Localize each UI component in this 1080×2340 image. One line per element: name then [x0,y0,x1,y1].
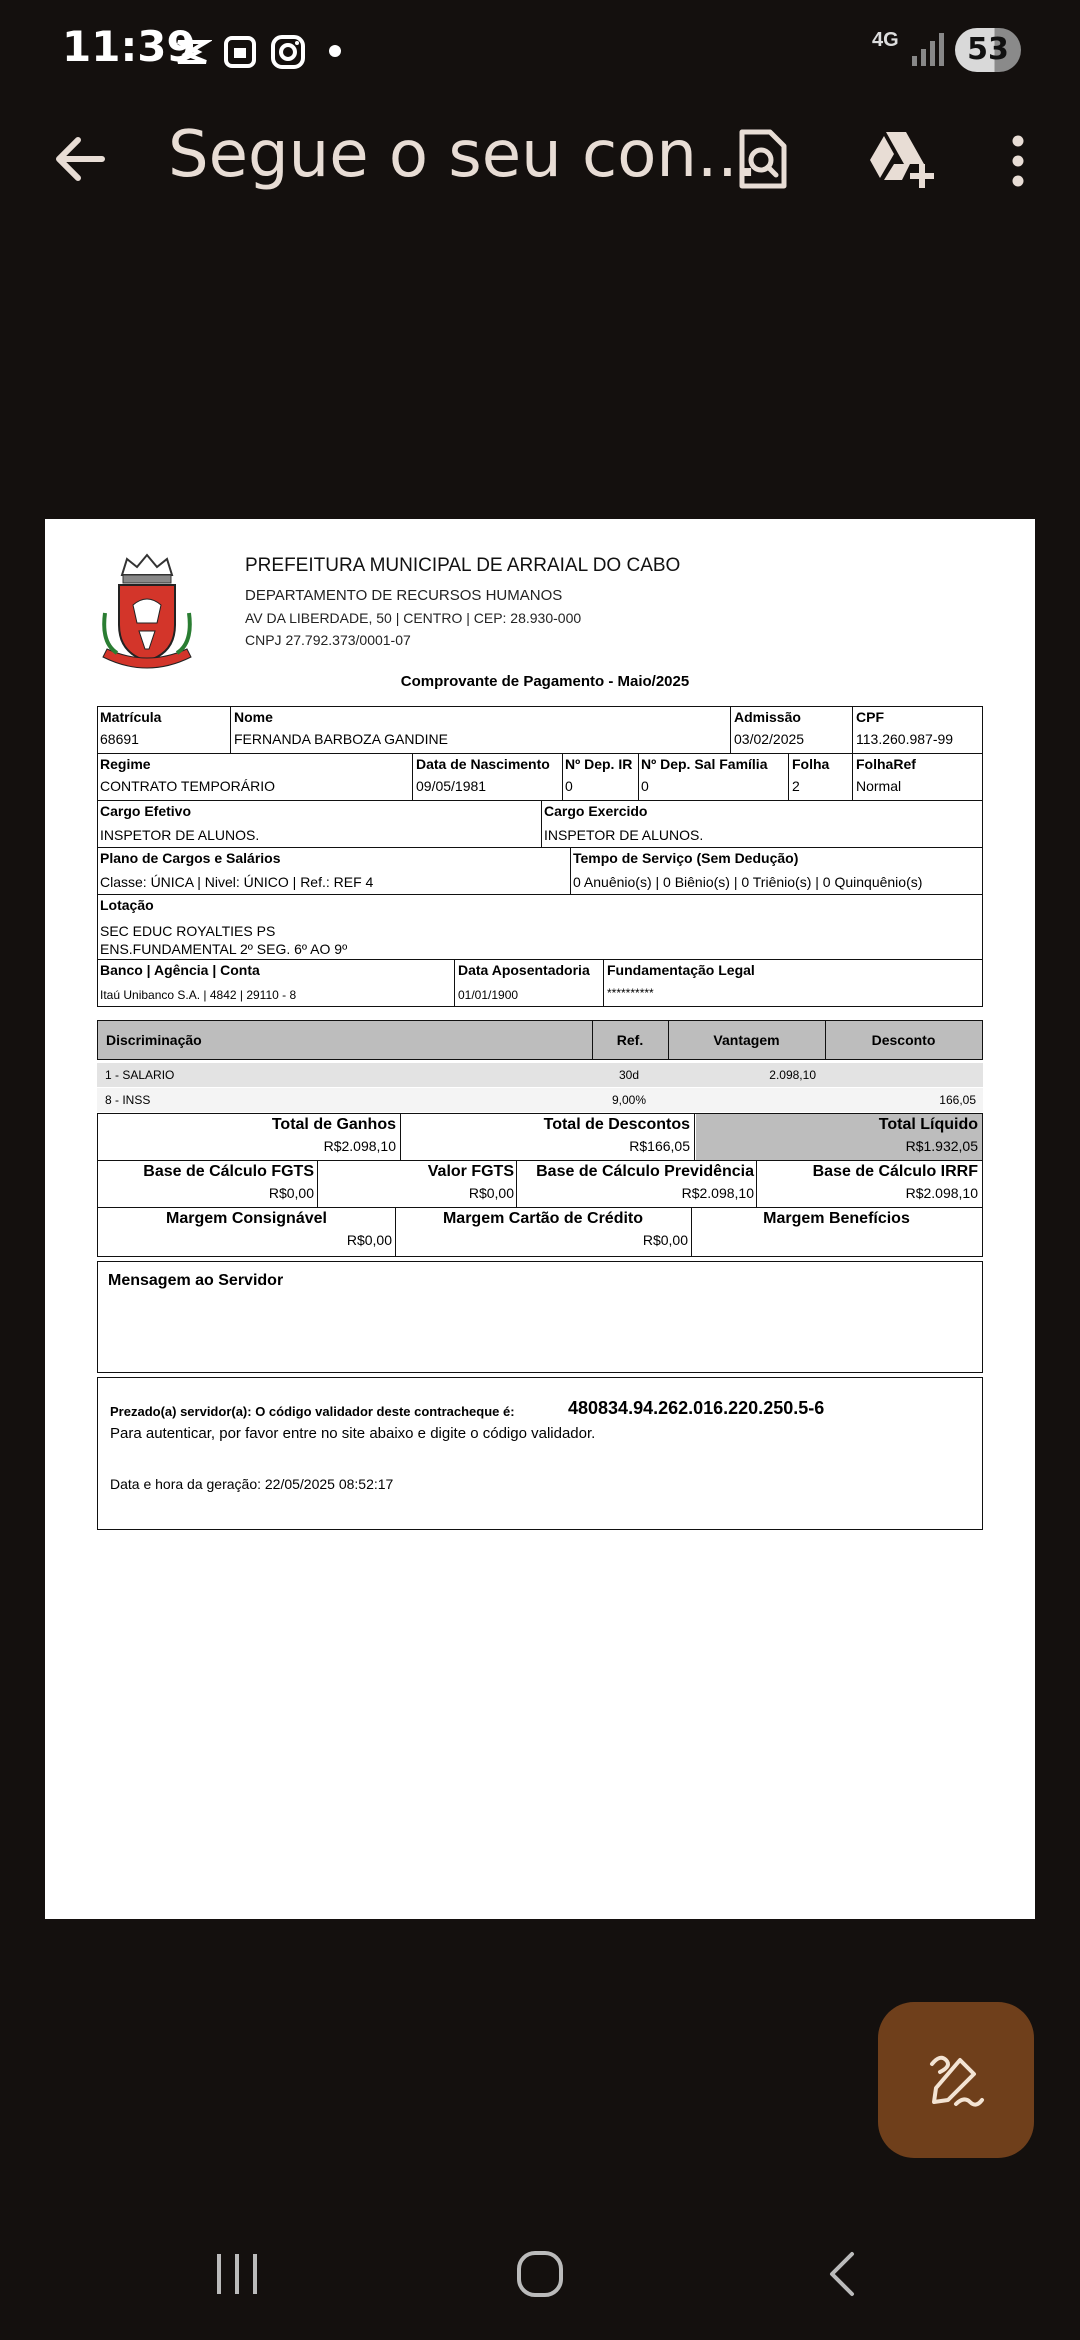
cpf-value: 113.260.987-99 [856,731,954,747]
margens-row [97,1207,983,1257]
base-irrf-label: Base de Cálculo IRRF [812,1163,978,1180]
total-liquido-label: Total Líquido [878,1116,978,1133]
margem-beneficios-label: Margem Benefícios [763,1210,910,1227]
lotacao-value-1: SEC EDUC ROYALTIES PS [100,923,276,939]
margem-cartao-label: Margem Cartão de Crédito [442,1210,644,1227]
folharef-label: FolhaRef [856,756,916,772]
folharef-value: Normal [856,778,902,794]
margem-consignavel-label: Margem Consignável [166,1210,327,1227]
regime-value: CONTRATO TEMPORÁRIO [100,778,276,794]
validator-box [97,1377,983,1530]
nascimento-label: Data de Nascimento [416,756,550,772]
dep-sal-value: 0 [641,778,649,794]
plano-label: Plano de Cargos e Salários [100,850,281,866]
total-liquido-value: R$1.932,05 [905,1138,978,1154]
row-desc: 1 - SALARIO [105,1068,175,1082]
document-title: Segue o seu con... [168,118,758,192]
fundamentacao-label: Fundamentação Legal [607,962,755,978]
folha-value: 2 [792,778,800,794]
fundamentacao-value: ********** [607,986,654,1000]
admissao-label: Admissão [734,709,801,725]
row-ref: 30d [618,1068,640,1082]
earnings-table-header [97,1020,983,1060]
base-previdencia-label: Base de Cálculo Previdência [536,1163,754,1180]
info-row-4 [97,847,983,895]
cargo-efetivo-label: Cargo Efetivo [100,803,192,819]
cpf-label: CPF [856,709,884,725]
total-descontos-value: R$166,05 [629,1138,690,1154]
capcut-icon [172,32,212,72]
margem-cartao-value: R$0,00 [642,1232,688,1248]
col-discriminacao: Discriminação [106,1032,202,1048]
matricula-label: Matrícula [100,709,162,725]
network-type: 4G [872,29,899,51]
aposentadoria-value: 01/01/1900 [458,988,519,1002]
search-document-icon[interactable] [738,128,788,190]
col-desconto: Desconto [871,1032,936,1048]
info-row-6 [97,959,983,1007]
lotacao-label: Lotação [100,897,154,913]
dep-ir-label: Nº Dep. IR [565,756,633,772]
home-icon[interactable] [516,2250,564,2298]
matricula-value: 68691 [100,731,139,747]
plano-value: Classe: ÚNICA | Nivel: ÚNICO | Ref.: REF 4 [100,874,374,890]
table-row [97,1063,983,1087]
department: DEPARTAMENTO DE RECURSOS HUMANOS [245,587,563,604]
cargo-exercido-value: INSPETOR DE ALUNOS. [544,827,704,843]
clock: 11:39 [62,22,196,71]
nome-label: Nome [234,709,273,725]
table-row [97,1088,983,1112]
total-descontos-label: Total de Descontos [543,1116,690,1133]
dep-sal-label: Nº Dep. Sal Família [641,756,768,772]
system-navigation-bar [0,2200,1080,2340]
valor-fgts-value: R$0,00 [468,1185,514,1201]
tempo-value: 0 Anuênio(s) | 0 Biênio(s) | 0 Triênio(s) | 0 Quinquênio(s) [573,874,923,890]
more-vert-icon[interactable] [1006,134,1030,188]
message-label: Mensagem ao Servidor [108,1272,284,1289]
row-desconto: 166,05 [939,1093,976,1107]
document-page[interactable] [45,519,1035,1919]
valor-fgts-label: Valor FGTS [427,1163,514,1180]
dep-ir-value: 0 [565,778,573,794]
drive-add-icon[interactable] [866,128,936,190]
col-vantagem: Vantagem [713,1032,780,1048]
row-vantagem: 2.098,10 [769,1068,816,1082]
validator-intro: Prezado(a) servidor(a): O código validador deste contracheque é: [110,1404,515,1419]
cnpj: CNPJ 27.792.373/0001-07 [245,632,411,648]
info-row-3 [97,800,983,848]
row-desc: 8 - INSS [105,1093,151,1107]
base-fgts-label: Base de Cálculo FGTS [143,1163,314,1180]
total-ganhos-label: Total de Ganhos [271,1116,396,1133]
signal-icon [910,30,946,68]
info-row-5 [97,894,983,960]
info-row-1 [97,706,983,754]
banco-label: Banco | Agência | Conta [100,962,260,978]
regime-label: Regime [100,756,151,772]
totals-row [97,1113,983,1161]
generation-timestamp: Data e hora da geração: 22/05/2025 08:52:17 [110,1476,394,1492]
back-nav-icon[interactable] [826,2250,858,2298]
edit-sign-icon [926,2050,986,2110]
info-row-2 [97,753,983,801]
address: AV DA LIBERDADE, 50 | CENTRO | CEP: 28.930-000 [245,610,582,626]
total-ganhos-value: R$2.098,10 [323,1138,396,1154]
coat-of-arms-icon [97,553,197,671]
base-fgts-value: R$0,00 [268,1185,314,1201]
banco-value: Itaú Unibanco S.A. | 4842 | 29110 - 8 [100,988,297,1002]
notification-dot-icon [329,45,341,57]
row-ref: 9,00% [611,1093,647,1107]
recent-apps-icon[interactable] [214,2252,260,2296]
folha-label: Folha [792,756,830,772]
lotacao-value-2: ENS.FUNDAMENTAL 2º SEG. 6º AO 9º [100,941,348,957]
status-bar [0,0,1080,100]
tempo-label: Tempo de Serviço (Sem Dedução) [573,850,799,866]
col-ref: Ref. [616,1032,644,1048]
cargo-efetivo-value: INSPETOR DE ALUNOS. [100,827,260,843]
message-box [97,1261,983,1373]
margem-consignavel-value: R$0,00 [346,1232,392,1248]
back-arrow-icon[interactable] [50,130,108,188]
receipt-title: Comprovante de Pagamento - Maio/2025 [400,673,690,690]
battery-indicator: 53 [955,28,1021,72]
base-previdencia-value: R$2.098,10 [681,1185,754,1201]
validator-instructions: Para autenticar, por favor entre no site abaixo e digite o código validador. [110,1425,596,1442]
admissao-value: 03/02/2025 [734,731,805,747]
validator-code[interactable]: 480834.94.262.016.220.250.5-6 [568,1398,825,1418]
bases-row [97,1160,983,1208]
cargo-exercido-label: Cargo Exercido [544,803,648,819]
org-name: PREFEITURA MUNICIPAL DE ARRAIAL DO CABO [245,555,681,576]
sign-document-button[interactable] [878,2002,1034,2158]
screenshot-icon [220,32,260,72]
nascimento-value: 09/05/1981 [416,778,487,794]
instagram-icon [268,32,308,72]
aposentadoria-label: Data Aposentadoria [458,962,590,978]
nome-value: FERNANDA BARBOZA GANDINE [234,731,448,747]
base-irrf-value: R$2.098,10 [905,1185,978,1201]
